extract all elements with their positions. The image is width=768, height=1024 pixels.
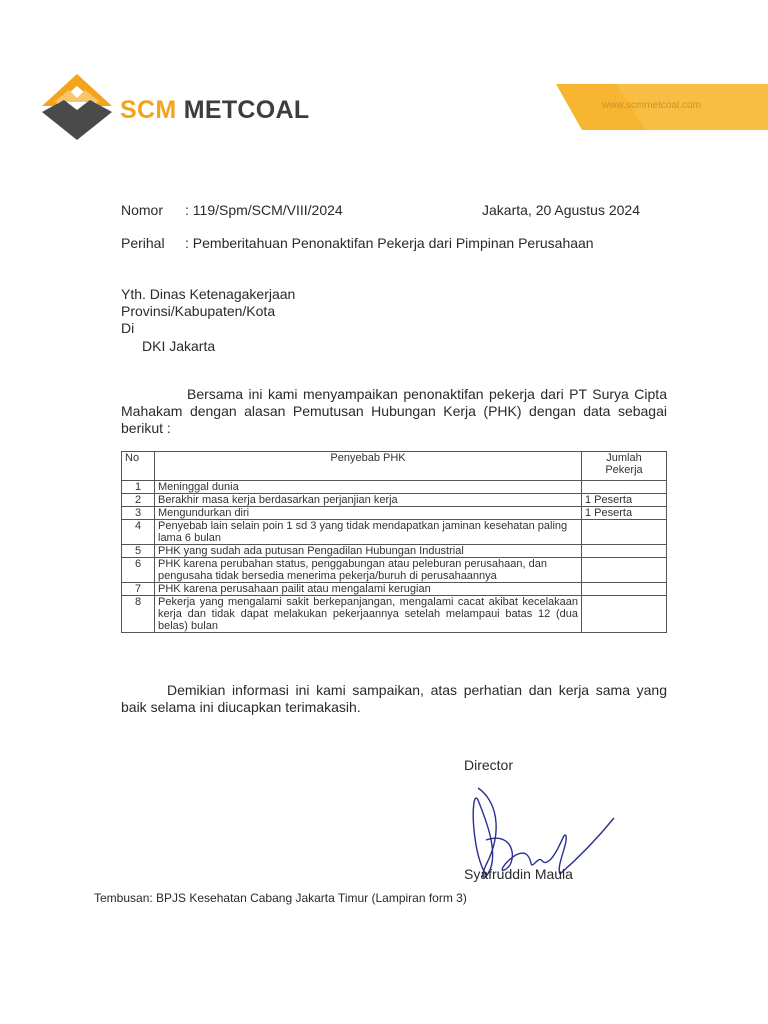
- header-count: Jumlah Pekerja: [582, 452, 667, 481]
- brand-name: METCOAL: [183, 96, 310, 124]
- website-url: www.scmmetcoal.com: [602, 100, 701, 111]
- table-row: [122, 583, 667, 596]
- nomor-label: Nomor: [121, 202, 164, 218]
- brand-accent: SCM: [120, 96, 177, 124]
- row-count: 1 Peserta: [582, 494, 667, 507]
- table-row: [122, 558, 667, 583]
- row-cause: Berakhir masa kerja berdasarkan perjanjian kerja: [155, 494, 582, 507]
- row-no: 7: [122, 583, 155, 596]
- row-count: [582, 520, 667, 545]
- row-cause: Meninggal dunia: [155, 481, 582, 494]
- row-no: 2: [122, 494, 155, 507]
- table-row: [122, 494, 667, 507]
- table-row: [122, 596, 667, 633]
- phk-table: [121, 451, 667, 633]
- company-brand: [120, 96, 309, 125]
- signatory-name: Syafruddin Maula: [464, 866, 573, 882]
- company-logo-icon: [42, 72, 112, 142]
- nomor-value: : 119/Spm/SCM/VIII/2024: [185, 202, 343, 218]
- place-date: Jakarta, 20 Agustus 2024: [482, 202, 640, 218]
- row-no: 8: [122, 596, 155, 633]
- row-count: [582, 558, 667, 583]
- row-cause: PHK karena perusahaan pailit atau mengalami kerugian: [155, 583, 582, 596]
- recipient-line-2: Provinsi/Kabupaten/Kota: [121, 303, 276, 319]
- row-count: [582, 583, 667, 596]
- perihal-label: Perihal: [121, 235, 165, 251]
- header-cause: Penyebab PHK: [155, 452, 582, 481]
- recipient-line-4: DKI Jakarta: [142, 338, 216, 354]
- recipient-line-3: Di: [121, 320, 135, 336]
- row-no: 3: [122, 507, 155, 520]
- row-cause: Pekerja yang mengalami sakit berkepanjangan, mengalami cacat akibat kecelakaan kerja dan tidak dapat melakukan pekerjaannya setelah melampaui batas 12 (dua belas) bulan: [155, 596, 582, 633]
- closing-paragraph: Demikian informasi ini kami sampaikan, atas perhatian dan kerja sama yang baik selama ini diucapkan terimakasih.: [121, 682, 667, 715]
- row-no: 5: [122, 545, 155, 558]
- row-no: 1: [122, 481, 155, 494]
- row-no: 6: [122, 558, 155, 583]
- row-cause: Penyebab lain selain poin 1 sd 3 yang tidak mendapatkan jaminan kesehatan paling lama 6 bulan: [155, 520, 582, 545]
- table-row: [122, 545, 667, 558]
- row-cause: Mengundurkan diri: [155, 507, 582, 520]
- row-cause: PHK karena perubahan status, penggabungan atau peleburan perusahaan, dan pengusaha tidak bersedia menerima pekerja/buruh di perusahaannya: [155, 558, 582, 583]
- table-row: [122, 481, 667, 494]
- row-count: 1 Peserta: [582, 507, 667, 520]
- row-cause: PHK yang sudah ada putusan Pengadilan Hubungan Industrial: [155, 545, 582, 558]
- table-header-row: [122, 452, 667, 481]
- header-no: No: [122, 452, 155, 481]
- perihal-value: : Pemberitahuan Penonaktifan Pekerja dari Pimpinan Perusahaan: [185, 235, 594, 251]
- row-count: [582, 545, 667, 558]
- row-no: 4: [122, 520, 155, 545]
- signatory-title: Director: [464, 757, 514, 773]
- recipient-line-1: Yth. Dinas Ketenagakerjaan: [121, 286, 296, 302]
- table-row: [122, 520, 667, 545]
- row-count: [582, 596, 667, 633]
- cc-line: Tembusan: BPJS Kesehatan Cabang Jakarta Timur (Lampiran form 3): [94, 891, 467, 905]
- table-row: [122, 507, 667, 520]
- row-count: [582, 481, 667, 494]
- intro-paragraph: Bersama ini kami menyampaikan penonaktifan pekerja dari PT Surya Cipta Mahakam dengan alasan Pemutusan Hubungan Kerja (PHK) dengan data sebagai berikut :: [121, 386, 667, 436]
